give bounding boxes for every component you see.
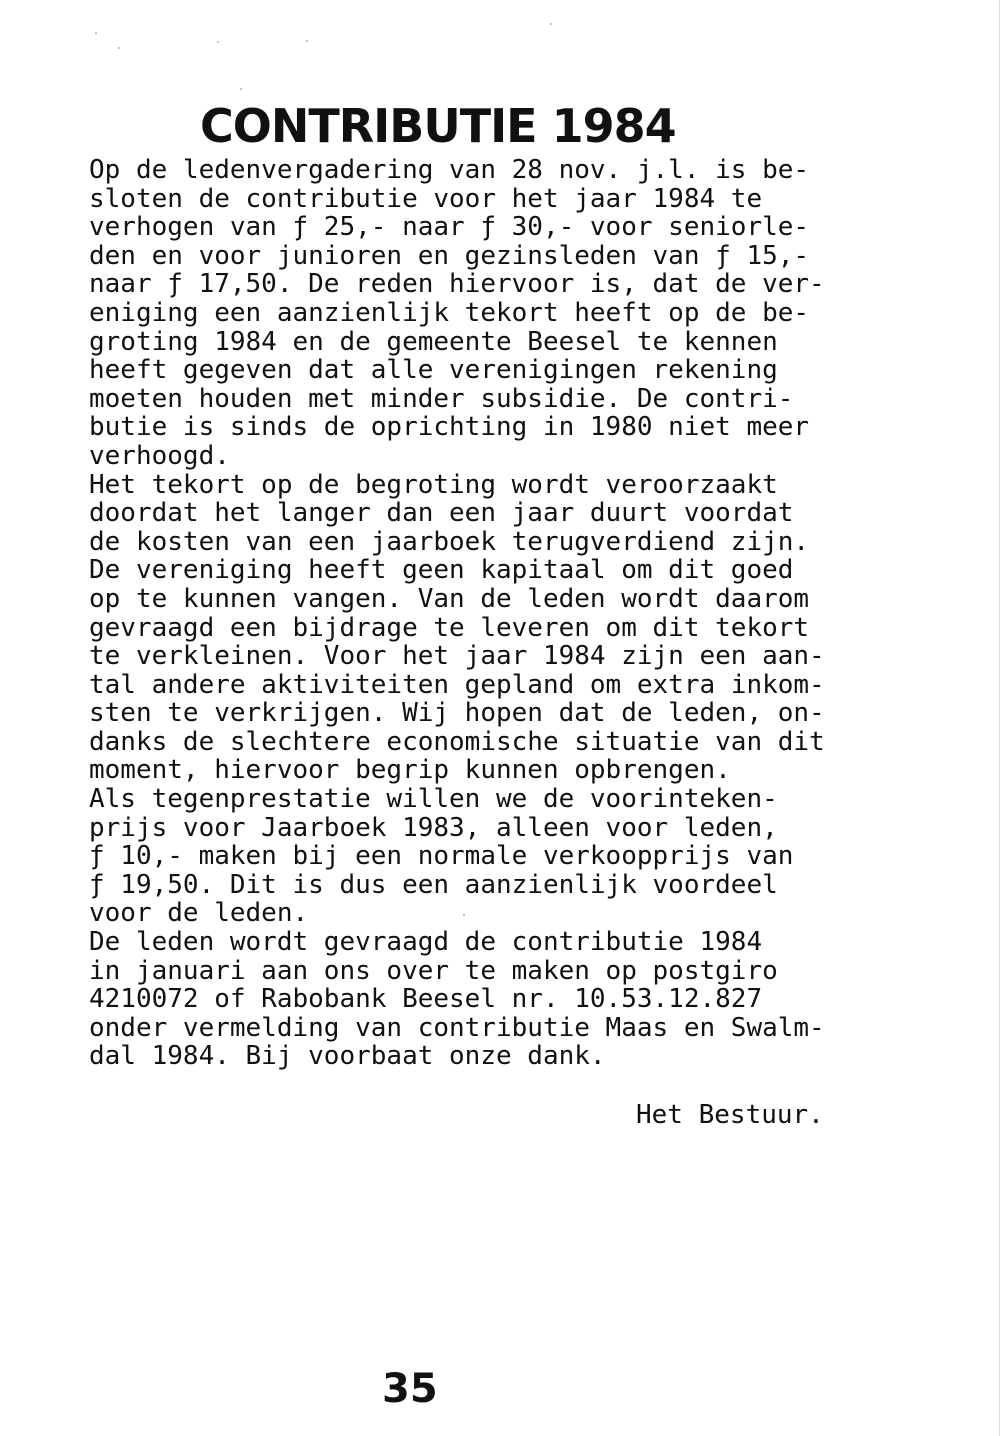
body-line: eniging een aanzienlijk tekort heeft op de be- [89, 297, 810, 328]
body-line: tal andere aktiviteiten gepland om extra inkom- [89, 669, 825, 700]
scan-speck [118, 47, 120, 49]
body-line: moment, hiervoor begrip kunnen opbrengen. [89, 755, 731, 786]
body-line: butie is sinds de oprichting in 1980 niet meer [89, 412, 810, 443]
body-line: heeft gegeven dat alle verenigingen rekening [89, 355, 778, 386]
body-line: verhogen van ƒ 25,- naar ƒ 30,- voor seniorle- [89, 212, 810, 243]
body-line: naar ƒ 17,50. De reden hiervoor is, dat de ver- [89, 269, 825, 300]
body-line: moeten houden met minder subsidie. De contri- [89, 383, 794, 414]
body-line: De vereniging heeft geen kapitaal om dit goed [89, 555, 794, 586]
scan-speck [550, 23, 552, 25]
body-line: de kosten van een jaarboek terugverdiend zijn. [89, 526, 810, 557]
body-line: Het tekort op de begroting wordt veroorzaakt [89, 469, 778, 500]
body-line: dal 1984. Bij voorbaat onze dank. [89, 1041, 606, 1072]
body-line: Als tegenprestatie willen we de voorinteken- [89, 784, 778, 815]
signature: Het Bestuur. [636, 1100, 824, 1130]
body-line: groting 1984 en de gemeente Beesel te kennen [89, 326, 778, 357]
scan-speck [306, 40, 308, 42]
scan-speck [240, 88, 242, 90]
body-line: ƒ 10,- maken bij een normale verkoopprijs van [89, 841, 794, 872]
scan-speck [217, 41, 219, 43]
scan-speck [95, 32, 97, 34]
body-line: verhoogd. [89, 440, 230, 471]
body-line: danks de slechtere economische situatie van dit [89, 726, 825, 757]
body-line: in januari aan ons over te maken op postgiro [89, 955, 778, 986]
page-number: 35 [382, 1366, 438, 1412]
body-line: Op de ledenvergadering van 28 nov. j.l. is be- [89, 155, 810, 185]
body-line: onder vermelding van contributie Maas en Swalm- [89, 1012, 825, 1043]
body-line: te verkleinen. Voor het jaar 1984 zijn een aan- [89, 641, 825, 672]
body-line: op te kunnen vangen. Van de leden wordt daarom [89, 583, 810, 614]
body-line: gevraagd een bijdrage te leveren om dit tekort [89, 612, 810, 643]
body-line: 4210072 of Rabobank Beesel nr. 10.53.12.827 [89, 984, 763, 1015]
body-line: sten te verkrijgen. Wij hopen dat de leden, on- [89, 698, 825, 729]
body-line: prijs voor Jaarboek 1983, alleen voor leden, [89, 812, 778, 843]
body-line: voor de leden. [89, 898, 309, 929]
body-line: ƒ 19,50. Dit is dus een aanzienlijk voordeel [89, 869, 778, 900]
body-line: doordat het langer dan een jaar duurt voordat [89, 498, 794, 529]
body-line: den en voor junioren en gezinsleden van ƒ 15,- [89, 240, 810, 271]
page-title: CONTRIBUTIE 1984 [200, 99, 676, 153]
body-line: De leden wordt gevraagd de contributie 1984 [89, 927, 763, 958]
article-body [89, 156, 969, 1071]
body-line: sloten de contributie voor het jaar 1984 te [89, 183, 763, 214]
